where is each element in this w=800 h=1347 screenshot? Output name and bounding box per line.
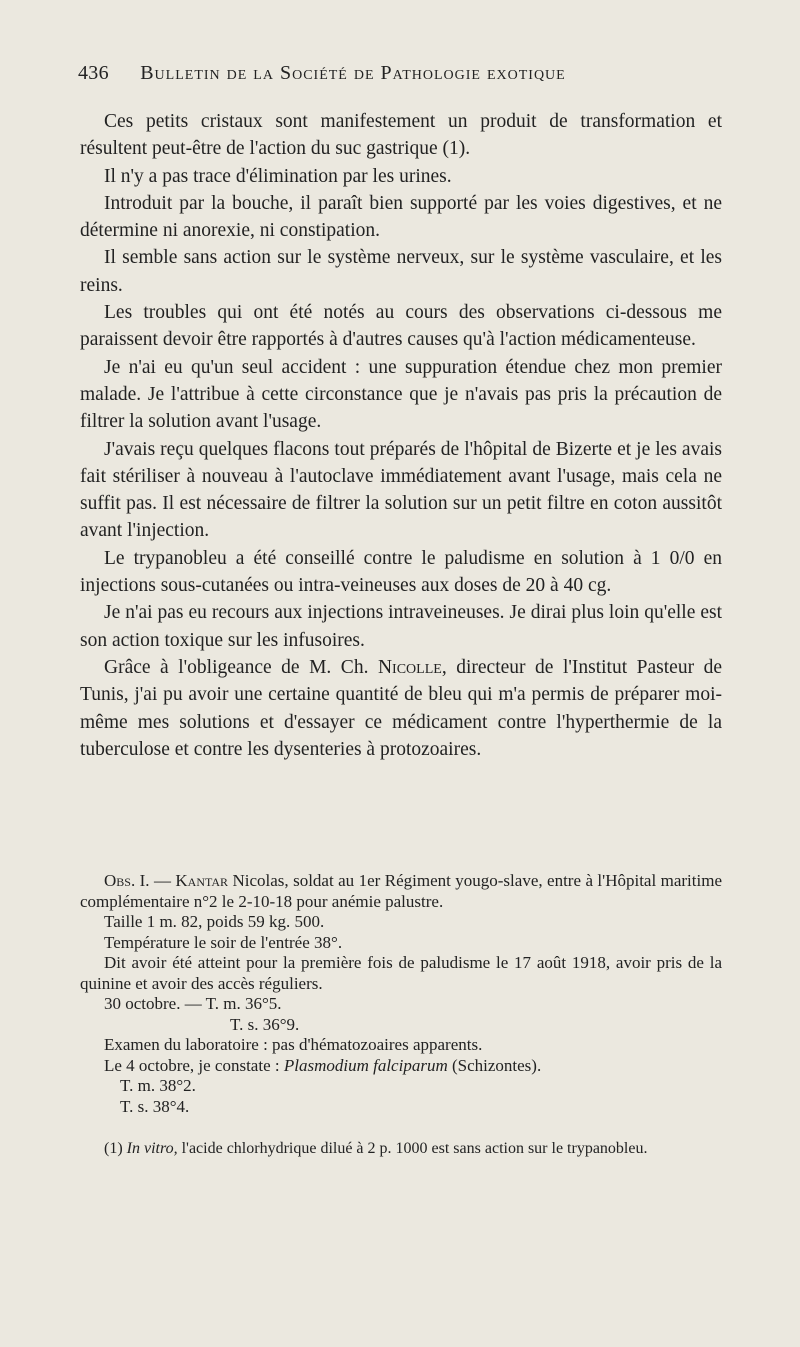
observation-line: Le 4 octobre, je constate : Plasmodium falciparum (Schizontes).	[104, 1055, 542, 1075]
observation-intro: Obs. I. — Kantar Nicolas, soldat au 1er Régiment yougo-slave, entre à l'Hôpital maritime complémentaire n°2 le 2-10-18 pour anémie palustre.	[80, 871, 722, 911]
paragraph: Il n'y a pas trace d'élimination par les urines.	[104, 165, 452, 187]
observation-line: T. s. 36°9.	[230, 1014, 300, 1034]
paragraph: Je n'ai pas eu recours aux injections intraveineuses. Je dirai plus loin qu'elle est son action toxique sur les infusoires.	[80, 602, 722, 651]
observation-line: T. s. 38°4.	[120, 1096, 190, 1116]
observation-line: Dit avoir été atteint pour la première fois de paludisme le 17 août 1918, avoir pris de la quinine et avoir des accès réguliers.	[80, 953, 722, 993]
observation-line: T. m. 38°2.	[120, 1076, 196, 1095]
paragraph: Introduit par la bouche, il paraît bien supporté par les voies digestives, et ne détermine ni anorexie, ni constipation.	[80, 192, 722, 242]
paragraph: Le trypanobleu a été conseillé contre le paludisme en solution à 1 0/0 en injections sous-cutanées ou intra-veineuses aux doses de 20 à 40 cg.	[80, 547, 722, 597]
footnote-marker: (1)	[104, 1140, 127, 1157]
paragraph: Grâce à l'obligeance de M. Ch. Nicolle, directeur de l'Institut Pasteur de Tunis, j'ai pu avoir une certaine quantité de bleu qui m'a permis de préparer moi-même mes solutions et d'essayer ce médicament contre l'hyperthermie de la tuberculose et contre les dysenteries à protozoaires.	[80, 656, 722, 760]
journal-title: Bulletin de la Société de Pathologie exotique	[140, 62, 566, 84]
observation-line: Taille 1 m. 82, poids 59 kg. 500.	[104, 912, 325, 931]
observation-block	[80, 871, 722, 1117]
patient-name: Kantar	[175, 871, 229, 890]
observation-line: Examen du laboratoire : pas d'hématozoaires apparents.	[104, 1035, 483, 1054]
observation-line: Température le soir de l'entrée 38°.	[104, 932, 343, 952]
species-name: Plasmodium falciparum	[283, 1055, 448, 1075]
main-text	[80, 108, 722, 763]
running-header	[78, 62, 718, 85]
paragraph: Les troubles qui ont été notés au cours des observations ci-dessous me paraissent devoir être rapportés à d'autres causes qu'à l'action médicamenteuse.	[80, 302, 722, 351]
paragraph: Ces petits cristaux sont manifestement un produit de transformation et résultent peut-être de l'action du suc gastrique (1).	[80, 111, 722, 160]
observation-label: Obs. I.	[104, 871, 150, 890]
observation-line: 30 octobre. — T. m. 36°5.	[104, 994, 282, 1013]
paragraph: Il semble sans action sur le système nerveux, sur le système vasculaire, et les reins.	[80, 247, 722, 296]
page-number: 436	[78, 62, 109, 84]
paragraph: Je n'ai eu qu'un seul accident : une suppuration étendue chez mon premier malade. Je l'attribue à cette circonstance que je n'avais pas pris la précaution de filtrer la solution avant l'usage.	[80, 356, 722, 433]
footnote: (1) In vitro, l'acide chlorhydrique dilué à 2 p. 1000 est sans action sur le trypanobleu.	[104, 1140, 648, 1157]
person-name: Nicolle	[377, 656, 442, 678]
paragraph: J'avais reçu quelques flacons tout préparés de l'hôpital de Bizerte et je les avais fait stériliser à nouveau à l'autoclave immédiatement avant l'usage, mais cela ne suffit pas. Il est nécessaire de filtrer la solution sur un petit filtre en coton aussitôt avant l'injection.	[80, 438, 722, 542]
